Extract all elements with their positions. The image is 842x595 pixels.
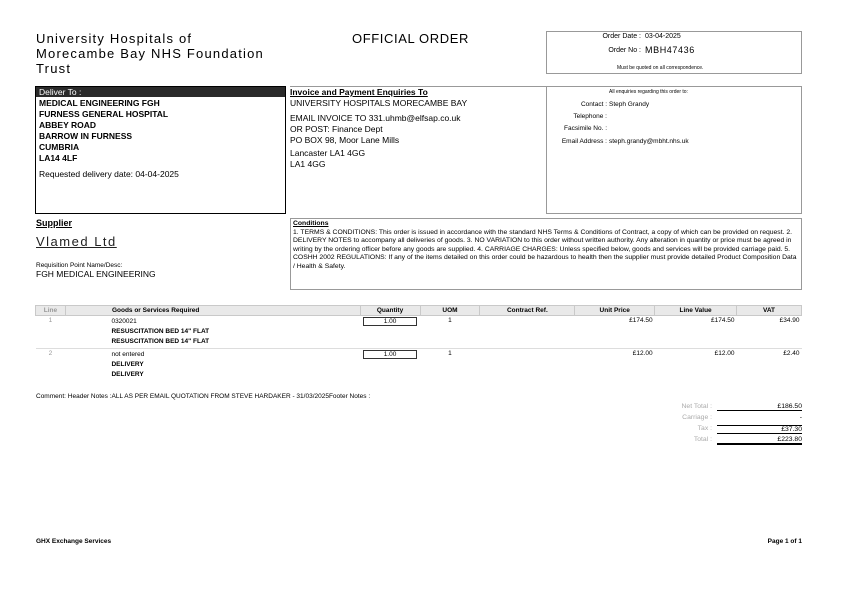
order-date: 03-04-2025 <box>645 33 681 40</box>
order-comment: Comment: Header Notes :ALL AS PER EMAIL QUOTATION FROM STEVE HARDAKER - 31/03/2025Footer Notes : <box>36 393 371 400</box>
cell-goods <box>65 349 360 382</box>
col-line-value: Line Value <box>655 306 737 316</box>
item-code: 0320021 <box>111 318 137 325</box>
totals-block <box>640 403 802 447</box>
carriage-label: Carriage : <box>682 414 712 421</box>
item-desc: RESUSCITATION BED 14" FLAT <box>111 328 210 335</box>
invoice-line: PO BOX 98, Moor Lane Mills <box>290 135 400 145</box>
enquiries-box <box>546 86 802 214</box>
deliver-to-box <box>35 86 286 214</box>
table-row <box>36 316 802 349</box>
conditions-heading: Conditions <box>293 220 329 227</box>
grand-total-value: £223.80 <box>717 436 802 445</box>
col-unit-price: Unit Price <box>575 306 655 316</box>
cell-goods <box>65 316 360 349</box>
tax-row <box>640 425 802 436</box>
cell-contract <box>480 349 575 382</box>
email-label: Email Address : <box>561 138 607 145</box>
cell-line: 1 <box>36 316 66 349</box>
col-uom: UOM <box>420 306 480 316</box>
conditions-text: 1. TERMS & CONDITIONS: This order is issued in accordance with the standard NHS Terms & Conditions of Contract, a copy of which can be provided on request. 2. DELIVERY NOTES to accompany all deliveries of goods. 3. NO VARIATION to this order without written authority. Any alteration in quantity or price must be agreed in writing by the ordering officer before any goods are supplied. 4. CARRIAGE CHARGES: Unless specified below, goods and services will be provided carriage paid. 5. COSHH 2002 REGULATIONS: If any of the items detailed on this order could be hazardous to health then the supplier must provide detailed Product Composition Data / Health & Safety. <box>293 228 797 270</box>
address-line: BARROW IN FURNESS <box>39 131 133 141</box>
col-line: Line <box>36 306 66 316</box>
invoice-line: OR POST: Finance Dept <box>290 124 383 134</box>
quantity-box: 1.00 <box>363 350 417 359</box>
cell-contract <box>480 316 575 349</box>
net-total-label: Net Total : <box>681 403 712 410</box>
order-note: Must be quoted on all correspondence. <box>617 65 704 71</box>
cell-uom: 1 <box>420 316 480 349</box>
email-address: steph.grandy@mbht.nhs.uk <box>609 138 689 145</box>
item-desc: DELIVERY <box>111 371 144 378</box>
requested-delivery-date: Requested delivery date: 04-04-2025 <box>39 169 179 179</box>
invoice-line: Lancaster LA1 4GG <box>290 148 366 158</box>
org-line: Trust <box>36 61 72 76</box>
deliver-address <box>36 97 285 164</box>
tax-label: Tax : <box>697 425 712 432</box>
invoice-line: EMAIL INVOICE TO 331.uhmb@elfsap.co.uk <box>290 113 461 123</box>
cell-line-value: £174.50 <box>655 316 737 349</box>
order-no-label: Order No : <box>608 47 641 54</box>
table-row <box>36 349 802 382</box>
cell-unit-price: £12.00 <box>632 350 653 357</box>
organisation-name <box>36 31 264 76</box>
col-goods: Goods or Services Required <box>65 306 360 316</box>
order-date-label: Order Date : <box>602 33 641 40</box>
order-number: MBH47436 <box>645 45 695 55</box>
deliver-to-heading: Deliver To : <box>36 87 285 97</box>
enquiries-heading: All enquiries regarding this order to: <box>609 89 688 95</box>
contact-label: Contact : <box>580 101 607 108</box>
grand-total-label: Total : <box>693 436 712 443</box>
cell-line: 2 <box>48 350 53 357</box>
net-total-value: £186.50 <box>717 403 802 411</box>
org-line: Morecambe Bay NHS Foundation <box>36 46 264 61</box>
requisition-label: Requisition Point Name/Desc: <box>36 262 123 269</box>
col-quantity: Quantity <box>360 306 420 316</box>
invoice-section <box>290 86 546 214</box>
item-desc: DELIVERY <box>111 361 144 368</box>
org-line: University Hospitals of <box>36 31 193 46</box>
telephone-label: Telephone : <box>573 113 607 120</box>
invoice-line: UNIVERSITY HOSPITALS MORECAMBE BAY <box>290 98 468 108</box>
carriage-value: - <box>799 414 802 421</box>
address-line: CUMBRIA <box>39 142 80 152</box>
invoice-heading: Invoice and Payment Enquiries To <box>290 87 428 97</box>
conditions-box <box>290 218 802 290</box>
fax-label: Facsimile No. : <box>564 125 607 132</box>
order-info-box <box>546 31 802 74</box>
address-line: MEDICAL ENGINEERING FGH <box>39 98 160 108</box>
supplier-name: Vlamed Ltd <box>36 234 117 249</box>
net-total-row <box>640 403 802 414</box>
cell-vat: £2.40 <box>783 350 800 357</box>
cell-unit-price: £174.50 <box>575 316 655 349</box>
address-line: ABBEY ROAD <box>39 120 96 130</box>
order-lines-table <box>35 305 802 381</box>
cell-vat: £34.90 <box>737 316 802 349</box>
cell-quantity <box>360 349 420 382</box>
grand-total-row <box>640 436 802 447</box>
item-desc: RESUSCITATION BED 14" FLAT <box>111 338 210 345</box>
cell-line-value: £12.00 <box>714 350 735 357</box>
address-line: LA14 4LF <box>39 153 78 163</box>
address-line: FURNESS GENERAL HOSPITAL <box>39 109 169 119</box>
item-code: not entered <box>111 351 145 358</box>
supplier-heading: Supplier <box>36 218 73 228</box>
contact-name: Steph Grandy <box>609 101 650 108</box>
document-title: OFFICIAL ORDER <box>352 31 469 46</box>
col-vat: VAT <box>737 306 802 316</box>
page-number: Page 1 of 1 <box>767 538 802 545</box>
cell-quantity <box>360 316 420 349</box>
table-header-row <box>36 306 802 316</box>
col-contract: Contract Ref. <box>480 306 575 316</box>
requisition-value: FGH MEDICAL ENGINEERING <box>36 269 156 279</box>
tax-value: £37.30 <box>717 425 802 434</box>
cell-uom: 1 <box>448 350 452 357</box>
carriage-row <box>640 414 802 425</box>
quantity-box: 1.00 <box>363 317 417 326</box>
footer-provider: GHX Exchange Services <box>36 538 112 545</box>
invoice-line: LA1 4GG <box>290 159 326 169</box>
